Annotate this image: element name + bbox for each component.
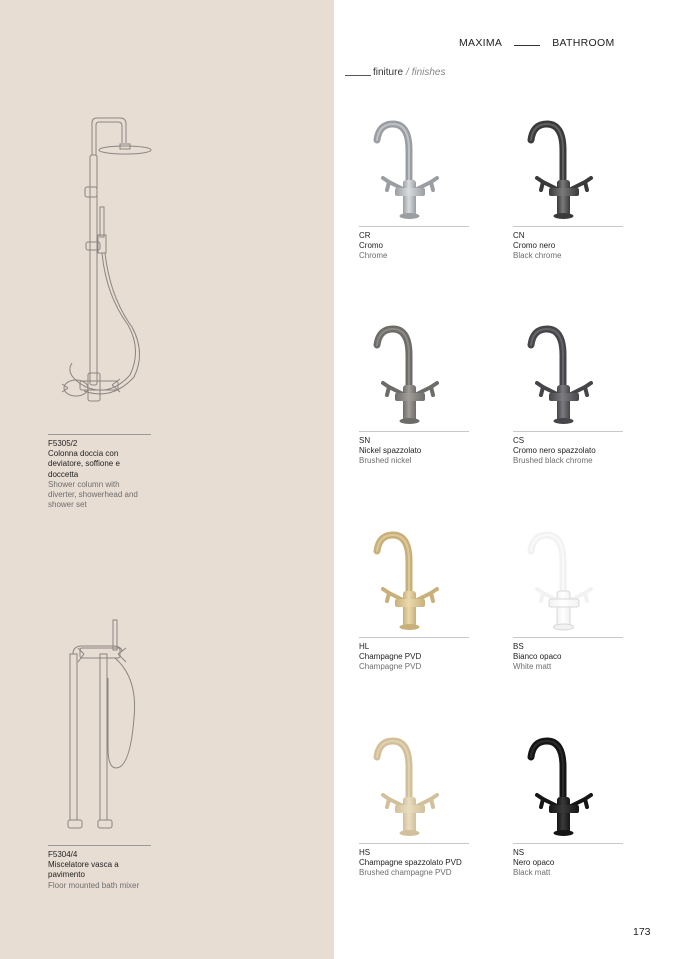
finish-name-en: Black matt [513,868,551,877]
finish-label [513,231,623,261]
category-name: BATHROOM [552,37,615,49]
product-desc-it-1: Miscelatore vasca a [48,860,119,870]
bath-mixer-drawing [60,618,140,833]
finish-name-it: Nero opaco [513,858,555,867]
finish-rule [513,637,623,638]
finish-name-it: Champagne spazzolato PVD [359,858,462,867]
faucet-icon [359,118,469,226]
collection-name: MAXIMA [459,37,503,49]
finish-label [359,642,469,672]
page-header [459,37,615,49]
finish-rule [359,637,469,638]
page-number: 173 [633,926,651,938]
finish-name-it: Champagne PVD [359,652,422,661]
finish-rule [359,843,469,844]
finish-code: SN [359,436,371,445]
product-rule [48,434,151,435]
product-f5305-2 [48,434,151,510]
faucet-image [513,529,623,637]
finish-name-it: Cromo [359,241,384,250]
finish-code: CR [359,231,371,240]
finish-label [359,436,469,466]
finish-name-it: Bianco opaco [513,652,562,661]
finish-code: CN [513,231,525,240]
finish-name-en: Champagne PVD [359,662,422,671]
product-desc-it-1: Colonna doccia con [48,449,119,459]
product-desc-en-2: diverter, showerhead and [48,490,138,500]
finish-card [359,529,469,672]
product-f5304-4 [48,845,151,891]
finish-label [359,231,469,261]
finish-card [359,118,469,261]
finish-card [359,323,469,466]
faucet-icon [359,529,469,637]
faucet-image [359,735,469,843]
product-desc-en-3: shower set [48,500,87,510]
faucet-icon [513,735,623,843]
faucet-image [513,323,623,431]
product-desc-en-1: Shower column with [48,479,120,489]
product-desc-it-2: deviatore, soffione e [48,459,120,469]
faucet-image [359,529,469,637]
finish-rule [513,226,623,227]
product-code: F5305/2 [48,439,78,448]
faucet-image [513,735,623,843]
finish-code: HS [359,848,371,857]
finish-label [513,642,623,672]
finish-label [513,436,623,466]
finishes-subtitle: / finishes [406,67,446,78]
finish-card [513,735,623,878]
faucet-image [513,118,623,226]
finishes-heading [345,67,445,78]
finish-code: BS [513,642,524,651]
finish-card [513,529,623,672]
heading-rule [345,75,371,76]
finish-name-en: Brushed nickel [359,456,412,465]
finish-card [359,735,469,878]
finish-name-it: Cromo nero spazzolato [513,446,596,455]
finish-rule [513,843,623,844]
product-desc-it-3: doccetta [48,469,79,479]
finish-name-it: Cromo nero [513,241,556,250]
finish-card [513,323,623,466]
finish-name-en: Brushed champagne PVD [359,868,452,877]
faucet-image [359,118,469,226]
finish-rule [359,226,469,227]
finish-code: CS [513,436,525,445]
faucet-icon [359,735,469,843]
finishes-title: finiture [373,67,404,78]
shower-column-drawing [50,115,160,425]
finish-code: HL [359,642,370,651]
product-rule [48,845,151,846]
faucet-image [359,323,469,431]
finish-rule [359,431,469,432]
finish-rule [513,431,623,432]
finish-name-en: Brushed black chrome [513,456,593,465]
finish-name-en: Chrome [359,251,388,260]
product-desc-en-1: Floor mounted bath mixer [48,880,140,890]
finish-name-en: Black chrome [513,251,562,260]
finish-name-en: White matt [513,662,552,671]
finish-label [513,848,623,878]
finish-label [359,848,469,878]
finish-name-it: Nickel spazzolato [359,446,422,455]
header-separator [514,45,540,46]
faucet-icon [359,323,469,431]
product-code: F5304/4 [48,850,78,859]
faucet-icon [513,323,623,431]
finishes-subtitle-text: finishes [411,67,446,78]
finish-card [513,118,623,261]
faucet-icon [513,529,623,637]
finish-code: NS [513,848,525,857]
product-desc-it-2: pavimento [48,870,85,880]
faucet-icon [513,118,623,226]
